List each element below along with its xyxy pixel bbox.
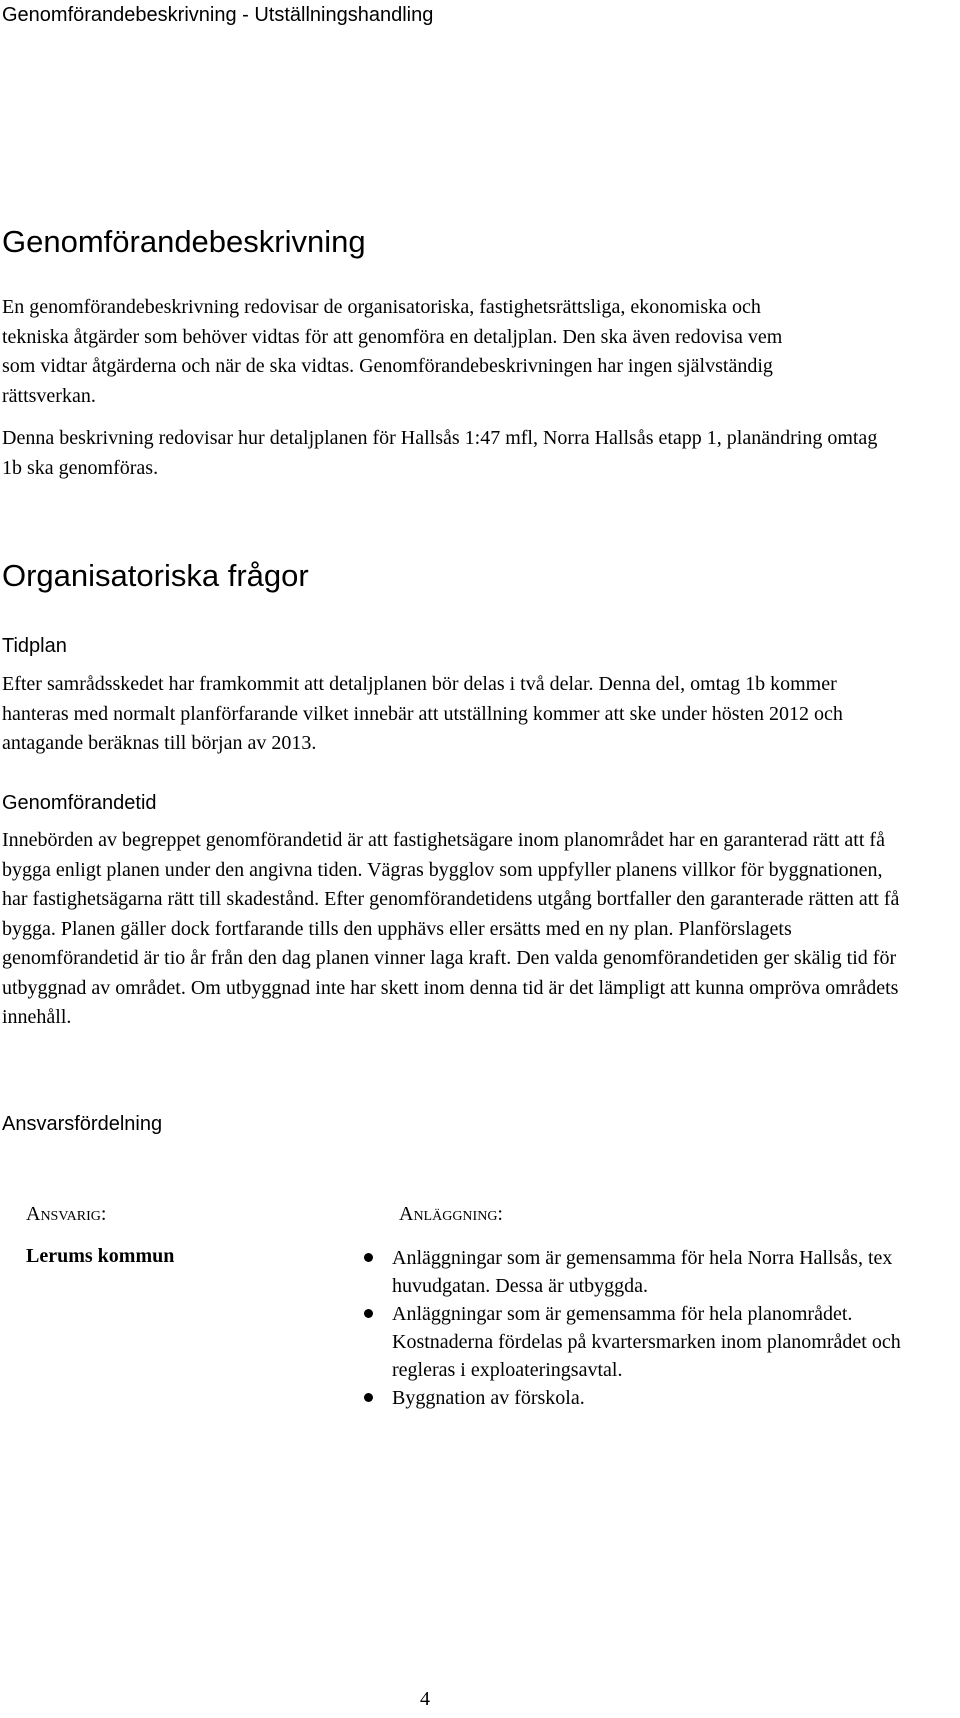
subheading-genomforandetid: Genomförandetid — [2, 792, 157, 814]
responsible-column-label: Ansvarig: — [26, 1203, 107, 1225]
facility-item-text: Byggnation av förskola. — [392, 1387, 585, 1409]
running-header: Genomförandebeskrivning - Utställningshandling — [2, 4, 434, 26]
page-number: 4 — [420, 1688, 430, 1710]
section-title-organisatoriska: Organisatoriska frågor — [2, 558, 309, 593]
facility-item-text: Anläggningar som är gemensamma för hela Norra Hallsås, tex huvudgatan. Dessa är utbyggda. — [392, 1247, 893, 1297]
list-item — [364, 1300, 904, 1384]
schedule-paragraph: Efter samrådsskedet har framkommit att detaljplanen bör delas i två delar. Denna del, omtag 1b kommer hanteras med normalt planförfarande vilket innebär att utställning kommer att ske under hösten 2012 och antagande beräknas till början av 2013. — [2, 673, 843, 754]
facility-column-label: Anläggning: — [399, 1203, 503, 1225]
facility-item-text: Anläggningar som är gemensamma för hela planområdet. Kostnaderna fördelas på kvartersmarken inom planområdet och regleras i exploateringsavtal. — [392, 1303, 901, 1381]
responsible-party: Lerums kommun — [26, 1245, 175, 1267]
bullet-icon — [364, 1253, 373, 1262]
bullet-icon — [364, 1393, 373, 1402]
list-item — [364, 1244, 904, 1300]
plan-description-paragraph: Denna beskrivning redovisar hur detaljplanen för Hallsås 1:47 mfl, Norra Hallsås etapp 1, planändring omtag 1b ska genomföras. — [2, 427, 878, 479]
bullet-icon — [364, 1309, 373, 1318]
implementation-period-paragraph: Innebörden av begreppet genomförandetid är att fastighetsägare inom planområdet har en garanterad rätt att få bygga enligt planen under den angivna tiden. Vägras bygglov som uppfyller planens villkor för byggnationen, har fastighetsägarna rätt till skadestånd. Efter genomförandetidens utgång bortfaller den garanterade rätten att få bygga. Planen gäller dock fortfarande tills den upphävs eller ersätts med en ny plan. Planförslagets genomförandetid är tio år från den dag planen vinner laga kraft. Den valda genomförandetiden ger skälig tid för utbyggnad av området. Om utbyggnad inte har skett inom denna tid är det lämpligt att kunna ompröva områdets innehåll. — [2, 829, 900, 1028]
intro-paragraph: En genomförandebeskrivning redovisar de organisatoriska, fastighetsrättsliga, ekonomiska och tekniska åtgärder som behöver vidtas för att genomföra en detaljplan. Den ska även redovisa vem som vidtar åtgärderna och när de ska vidtas. Genomförandebeskrivningen har ingen självständig rättsverkan. — [2, 296, 783, 407]
subheading-tidplan: Tidplan — [2, 635, 67, 657]
section-title-genomforandebeskrivning: Genomförandebeskrivning — [2, 224, 366, 259]
facility-list — [364, 1244, 904, 1412]
list-item — [364, 1384, 904, 1412]
subheading-ansvarsfordelning: Ansvarsfördelning — [2, 1113, 163, 1135]
